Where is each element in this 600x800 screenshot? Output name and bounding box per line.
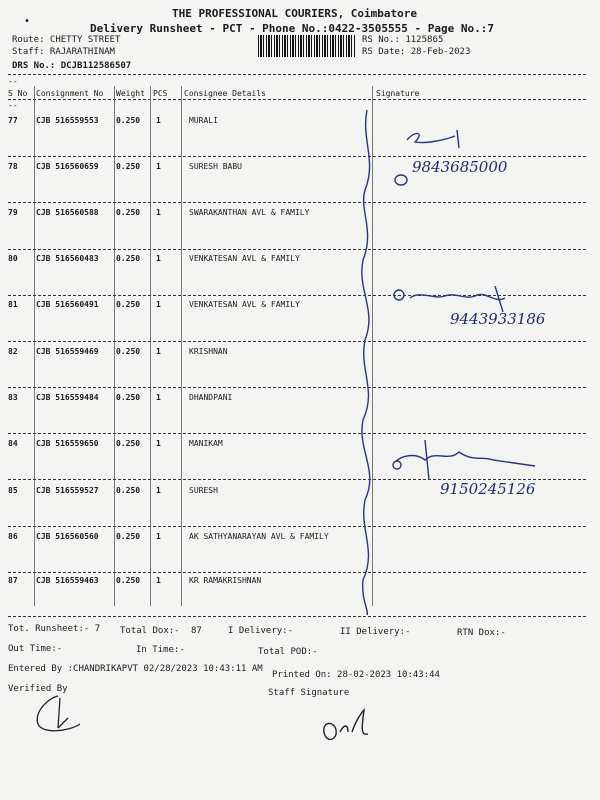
entered-by: Entered By :CHANDRIKAPVT 02/28/2023 10:43:11 AM: [8, 664, 263, 674]
row-consignee: VENKATESAN AVL & FAMILY: [189, 300, 300, 309]
row-sno: 81: [8, 300, 18, 309]
printed-on: Printed On: 28-02-2023 10:43:44: [272, 670, 440, 680]
col-consignee: Consignee Details: [184, 89, 266, 98]
total-dox-value: 87: [191, 626, 202, 636]
staff-signature: [318, 702, 378, 750]
row-sno: 83: [8, 393, 18, 402]
row-sno: 79: [8, 208, 18, 217]
row-pcs: 1: [156, 486, 161, 495]
rs-number: RS No.: 1125865: [362, 35, 444, 45]
row-consignee: DHANDPANI: [189, 393, 233, 402]
route-label: Route: CHETTY STREET: [12, 35, 121, 45]
col-weight: Weight: [116, 89, 145, 98]
verifier-signature: [28, 688, 98, 738]
ii-delivery: II Delivery:-: [340, 627, 411, 637]
row-consignment: CJB 516560483: [36, 254, 99, 263]
row-consignment: CJB 516560560: [36, 532, 99, 541]
handwritten-phone-78: 9843685000: [412, 158, 508, 176]
row-weight: 0.250: [116, 439, 141, 448]
staff-label: Staff: RAJARATHINAM: [12, 47, 115, 57]
col-consignment: Consignment No: [36, 89, 104, 98]
row-pcs: 1: [156, 439, 161, 448]
row-consignment: CJB 516559463: [36, 576, 99, 585]
row-consignment: CJB 516559469: [36, 347, 99, 356]
row-pcs: 1: [156, 393, 161, 402]
row-consignee: KR RAMAKRISHNAN: [189, 576, 262, 585]
drs-number: DRS No.: DCJB112586507: [12, 61, 132, 71]
row-pcs: 1: [156, 162, 161, 171]
handwritten-phone-85: 9150245126: [440, 480, 536, 498]
row-pcs: 1: [156, 576, 161, 585]
row-consignment: CJB 516559650: [36, 439, 99, 448]
barcode-image: [258, 35, 356, 57]
signature-scribbles: [355, 100, 595, 620]
row-consignment: CJB 516559484: [36, 393, 99, 402]
row-weight: 0.250: [116, 532, 141, 541]
row-weight: 0.250: [116, 486, 141, 495]
col-pcs: PCS: [153, 89, 168, 98]
row-weight: 0.250: [116, 393, 141, 402]
row-sno: 77: [8, 116, 18, 125]
row-sno: 80: [8, 254, 18, 263]
row-weight: 0.250: [116, 300, 141, 309]
row-pcs: 1: [156, 532, 161, 541]
dash-mark-2: --: [8, 101, 18, 110]
handwritten-phone-81: 9443933186: [450, 310, 546, 328]
company-title: THE PROFESSIONAL COURIERS, Coimbatore: [172, 7, 418, 20]
rs-date: RS Date: 28-Feb-2023: [362, 47, 471, 57]
col-sno: S No: [8, 89, 28, 98]
row-consignment: CJB 516560491: [36, 300, 99, 309]
row-consignment: CJB 516559527: [36, 486, 99, 495]
row-consignee: MURALI: [189, 116, 218, 125]
total-pod: Total POD:-: [258, 647, 318, 657]
row-consignee: AK SATHYANARAYAN AVL & FAMILY: [189, 532, 329, 541]
row-weight: 0.250: [116, 347, 141, 356]
out-time: Out Time:-: [8, 644, 63, 654]
row-weight: 0.250: [116, 208, 141, 217]
dash-mark: --: [8, 77, 18, 86]
row-pcs: 1: [156, 300, 161, 309]
staff-signature-label: Staff Signature: [268, 688, 350, 698]
rtn-dox: RTN Dox:-: [457, 628, 506, 638]
bullet-mark: •: [24, 16, 31, 27]
row-sno: 84: [8, 439, 18, 448]
row-sno: 87: [8, 576, 18, 585]
row-weight: 0.250: [116, 162, 141, 171]
verified-by: Verified By: [8, 684, 68, 694]
row-consignment: CJB 516560659: [36, 162, 99, 171]
runsheet-subtitle: Delivery Runsheet - PCT - Phone No.:0422-3505555 - Page No.:7: [90, 22, 494, 35]
total-runsheet: Tot. Runsheet:- 7: [8, 624, 101, 634]
row-pcs: 1: [156, 208, 161, 217]
col-signature: Signature: [376, 89, 420, 98]
row-consignment: CJB 516560588: [36, 208, 99, 217]
i-delivery: I Delivery:-: [228, 626, 294, 636]
row-pcs: 1: [156, 254, 161, 263]
row-consignee: VENKATESAN AVL & FAMILY: [189, 254, 300, 263]
row-sno: 85: [8, 486, 18, 495]
row-weight: 0.250: [116, 254, 141, 263]
row-consignment: CJB 516559553: [36, 116, 99, 125]
row-weight: 0.250: [116, 576, 141, 585]
row-consignee: SWARAKANTHAN AVL & FAMILY: [189, 208, 310, 217]
row-consignee: KRISHNAN: [189, 347, 228, 356]
row-sno: 82: [8, 347, 18, 356]
in-time: In Time:-: [136, 645, 185, 655]
row-consignee: SURESH BABU: [189, 162, 242, 171]
total-dox-label: Total Dox:-: [120, 626, 180, 636]
row-pcs: 1: [156, 116, 161, 125]
row-weight: 0.250: [116, 116, 141, 125]
divider-top: [8, 74, 586, 75]
row-consignee: SURESH: [189, 486, 218, 495]
row-consignee: MANIKAM: [189, 439, 223, 448]
row-pcs: 1: [156, 347, 161, 356]
row-sno: 86: [8, 532, 18, 541]
row-sno: 78: [8, 162, 18, 171]
